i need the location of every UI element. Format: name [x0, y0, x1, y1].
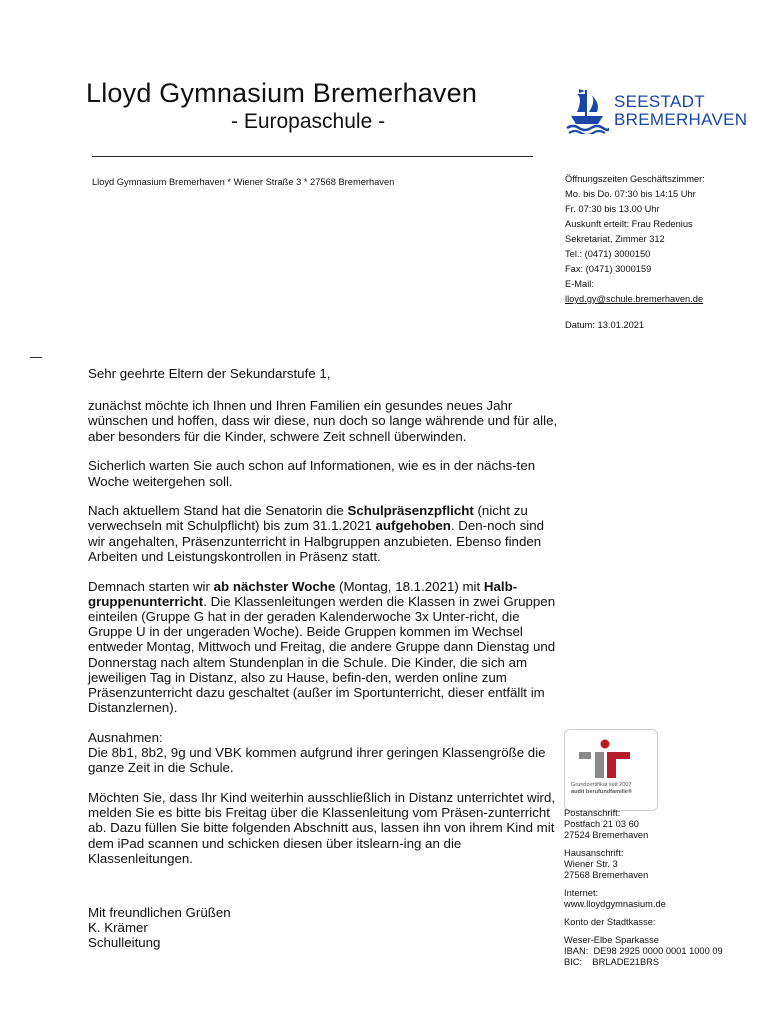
office-fax: Fax: (0471) 3000159 — [565, 264, 652, 274]
bold-aufgehoben: aufgehoben — [375, 518, 451, 534]
header-rule — [92, 156, 533, 157]
logo-text-line1: SEESTADT — [614, 92, 705, 111]
house-line2: 27568 Bremerhaven — [564, 870, 649, 880]
iban: IBAN: DE98 2925 0000 0001 1000 09 — [564, 946, 723, 956]
exceptions-title: Ausnahmen: — [88, 729, 163, 745]
audit-logo-icon — [565, 730, 655, 780]
account-label: Konto der Stadtkasse: — [564, 917, 656, 927]
school-subtitle: - Europaschule - — [231, 110, 386, 133]
audit-certificate-badge — [564, 729, 658, 811]
fold-mark — [30, 357, 42, 358]
certificate-line2: audit berufundfamilie® — [571, 788, 632, 795]
postal-line2: 27524 Bremerhaven — [564, 830, 649, 840]
sender-address-line: Lloyd Gymnasium Bremerhaven * Wiener Straße 3 * 27568 Bremerhaven — [92, 177, 395, 187]
office-hours-fri: Fr. 07:30 bis 13.00 Uhr — [565, 204, 660, 214]
office-contact: Auskunft erteilt: Frau Redenius — [565, 219, 693, 229]
office-hours-title: Öffnungszeiten Geschäftszimmer: — [565, 174, 705, 184]
letter-body — [88, 366, 558, 880]
office-room: Sekretariat, Zimmer 312 — [565, 234, 665, 244]
house-line1: Wiener Str. 3 — [564, 859, 618, 869]
school-name: Lloyd Gymnasium Bremerhaven — [86, 78, 478, 108]
signatory-role: Schulleitung — [88, 935, 161, 951]
bold-next-week: ab nächster Woche — [213, 578, 336, 594]
salutation: Sehr geehrte Eltern der Sekundarstufe 1, — [88, 366, 331, 381]
paragraph-exceptions — [88, 730, 558, 776]
paragraph-distance-request: Möchten Sie, dass Ihr Kind weiterhin ausschließlich in Distanz unterrichtet wird, melden Sie es bitte bis Freitag über die Klassenleitung vom Präsen-zunterricht ab. Dazu füllen Sie bitte folgenden Abschnitt aus, lassen ihn von ihrem Kind mit dem iPad scannen und schicken diesen über itslearn-ing an die Klassenleitungen. — [88, 789, 556, 866]
bank-name: Weser-Elbe Sparkasse — [564, 935, 659, 945]
paragraph-information: Sicherlich warten Sie auch schon auf Informationen, wie es in der nächs-ten Woche weitergehen soll. — [88, 458, 536, 489]
office-tel: Tel.: (0471) 3000150 — [565, 249, 651, 259]
house-label: Hausanschrift: — [564, 848, 624, 858]
paragraph-presence-obligation: Nach aktuellem Stand hat die Senatorin die Schulpräsenzpflicht (nicht zu verwechseln mit Schulpflicht) bis zum 31.1.2021 aufgehoben. Den-noch sind wir angehalten, Präsenzunterricht in Halbgruppen anzubieten. Ebenso finden Arbeiten und Leistungskontrollen in Präsenz statt. — [88, 503, 544, 564]
office-email-link[interactable]: lloyd.gy@schule.bremerhaven.de — [565, 294, 704, 304]
internet-label: Internet: — [564, 888, 599, 898]
logo-text-line2: BREMERHAVEN — [614, 110, 748, 129]
letter-closing — [88, 905, 231, 951]
paragraph-half-groups: Demnach starten wir ab nächster Woche (Montag, 18.1.2021) mit Halb-gruppenunterricht. Die Klassenleitungen werden die Klassen in zwei Gruppen einteilen (Gruppe G hat in der geraden Kalenderwoche 3x Unter-richt, die Gruppe U in der ungeraden Woche). Beide Gruppen kommen im Wechsel entweder Montag, Mittwoch und Freitag, die andere Gruppe dann Dienstag und Donnerstag nach altem Stundenplan in die Schule. Die Kinder, die sich am jeweiligen Tag in Distanz, also zu Hause, befin-den, werden online zum Präsenzunterricht dazu geschaltet (außer im Sportunterricht, dieser entfällt im Distanzlernen). — [88, 578, 556, 716]
office-hours-mon-thu: Mo. bis Do. 07:30 bis 14:15 Uhr — [565, 189, 696, 199]
postal-label: Postanschrift: — [564, 808, 621, 818]
postal-line1: Postfach 21 03 60 — [564, 819, 639, 829]
paragraph-greeting: zunächst möchte ich Ihnen und Ihren Familien ein gesundes neues Jahr wünschen und hoffen, dass wir diese, nun doch so lange währende und für alle, aber besonders für die Kinder, schwere Zeit schnell überwinden. — [88, 398, 558, 444]
ship-icon — [565, 86, 609, 134]
footer-addresses — [564, 808, 723, 968]
bic: BIC: BRLADE21BRS — [564, 957, 660, 967]
office-info — [565, 172, 705, 307]
signatory-name: K. Krämer — [88, 920, 148, 936]
bold-half-group-teaching: Halb-gruppenunterricht — [88, 578, 518, 609]
seestadt-bremerhaven-logo — [565, 84, 748, 140]
exceptions-text: Die 8b1, 8b2, 9g und VBK kommen aufgrund ihrer geringen Klassengröße die ganze Zeit in die Schule. — [88, 745, 546, 776]
closing-greeting: Mit freundlichen Grüßen — [88, 905, 231, 920]
letter-date: Datum: 13.01.2021 — [565, 320, 645, 330]
bold-schulpraesenzpflicht: Schulpräsenzpflicht — [347, 503, 474, 519]
office-email-label: E-Mail: — [565, 279, 594, 289]
website-link[interactable]: www.lloydgymnasium.de — [564, 899, 666, 909]
certificate-line1: Grundzertifikat seit 2007 — [571, 782, 632, 788]
